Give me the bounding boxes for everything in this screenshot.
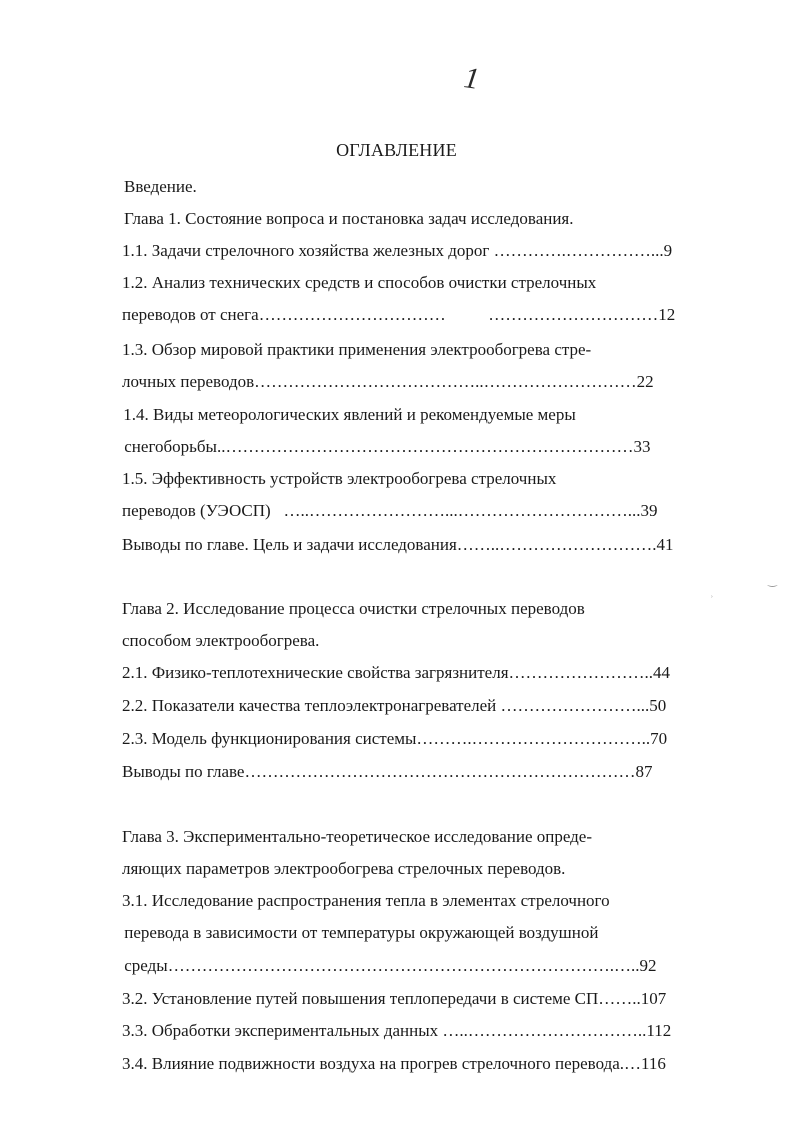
toc-line: 1.5. Эффективность устройств электрообогрева стрелочных — [122, 469, 557, 488]
page-number: 1 — [461, 61, 482, 96]
toc-line: среды…………………………………………………………………….…..92 — [120, 956, 657, 975]
toc-line: ляющих параметров электрообогрева стрелочных переводов. — [122, 859, 566, 878]
toc-line: Глава 2. Исследование процесса очистки стрелочных переводов — [122, 599, 585, 618]
toc-line: 1.2. Анализ технических средств и способов очистки стрелочных — [122, 273, 597, 292]
toc-line: способом электрообогрева. — [122, 631, 320, 650]
toc-line: 2.3. Модель функционирования системы……….…………………………..70 — [122, 729, 668, 748]
toc-line: переводов от снега…………………………… …………………………12 — [122, 305, 676, 324]
toc-line: 1.4. Виды метеорологических явлений и рекомендуемые меры — [119, 405, 576, 424]
page-title: ОГЛАВЛЕНИЕ — [336, 140, 457, 160]
toc-line: Введение. — [124, 177, 197, 196]
toc-line: 3.1. Исследование распространения тепла в элементах стрелочного — [122, 891, 610, 910]
toc-line: Глава 3. Экспериментально-теоретическое исследование опреде- — [122, 827, 593, 846]
toc-line: переводов (УЭОСП) …..……………………...…………………………...39 — [122, 501, 658, 520]
toc-line: 1.3. Обзор мировой практики применения электрообогрева стре- — [122, 340, 592, 359]
toc-line: снегоборьбы..………………………………………………………………33 — [120, 437, 651, 456]
toc-line: лочных переводов…………………………………..………………………22 — [122, 372, 654, 391]
toc-line: 2.2. Показатели качества теплоэлектронагревателей ……………………...50 — [122, 696, 667, 715]
scan-artifact: ‿ — [768, 575, 777, 587]
toc-line: Выводы по главе……………………………………………………………87 — [122, 762, 653, 781]
toc-line: 1.1. Задачи стрелочного хозяйства железных дорог ………….……………...9 — [122, 241, 673, 260]
toc-line: 3.3. Обработки экспериментальных данных …..…………………………..112 — [122, 1021, 672, 1040]
toc-line: 3.2. Установление путей повышения теплопередачи в системе СП……..107 — [122, 989, 667, 1008]
toc-line: перевода в зависимости от температуры окружающей воздушной — [120, 923, 599, 942]
toc-line: 3.4. Влияние подвижности воздуха на прогрев стрелочного перевода.…116 — [122, 1054, 666, 1073]
toc-line: 2.1. Физико-теплотехнические свойства загрязнителя……………………..44 — [122, 663, 671, 682]
toc-line: Глава 1. Состояние вопроса и постановка задач исследования. — [124, 209, 574, 228]
scan-artifact: ʾ — [710, 594, 714, 606]
toc-line: Выводы по главе. Цель и задачи исследования……..……………………….41 — [122, 535, 674, 554]
